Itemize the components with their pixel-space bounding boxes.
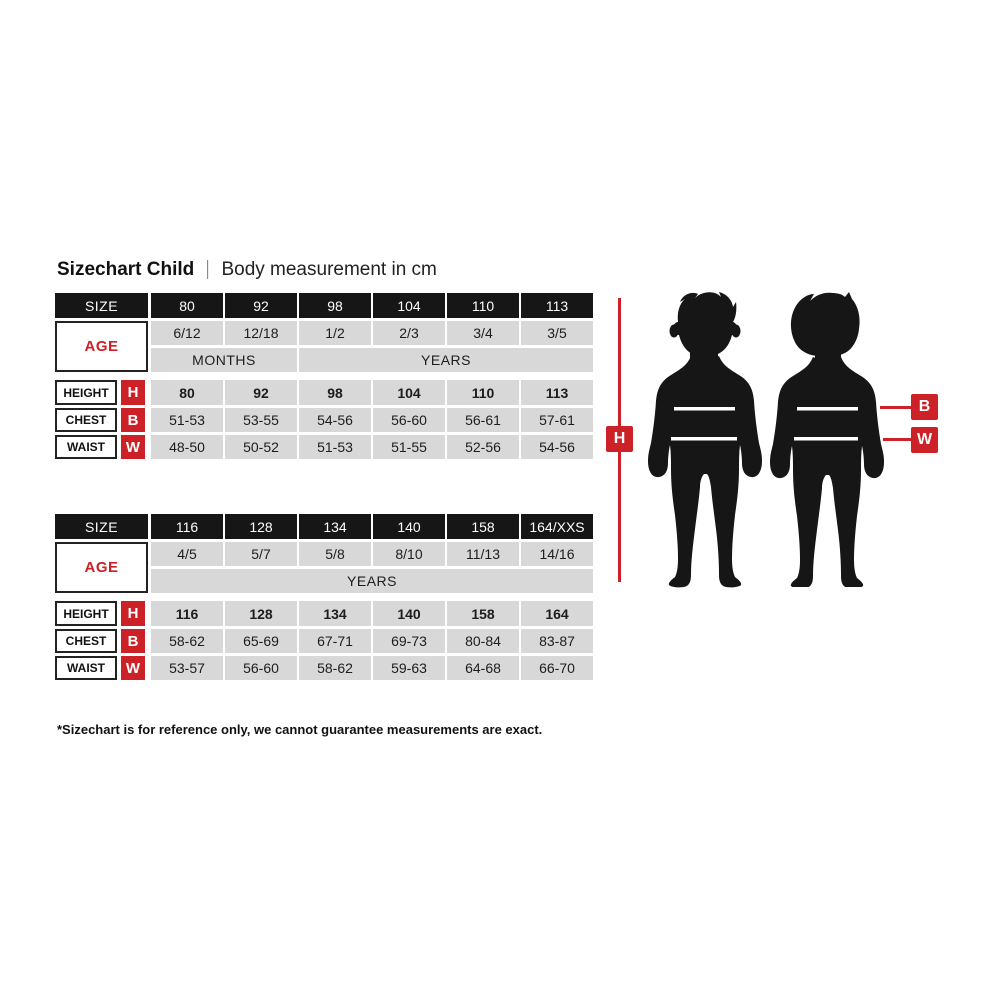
table-cell: 113 [521,380,593,405]
sizechart-table-small [55,293,593,459]
size-header-label: SIZE [55,514,148,539]
table-cell: 128 [225,514,297,539]
unit-months: MONTHS [151,348,297,372]
size-header-label: SIZE [55,293,148,318]
table-cell: 59-63 [373,656,445,680]
sizechart-table-large [55,514,593,680]
table-cell: 110 [447,293,519,318]
unit-years: YEARS [151,569,593,593]
table-cell: 140 [373,601,445,626]
table-cell: 158 [447,601,519,626]
waist-badge: W [121,656,145,680]
waist-values-row [151,656,593,680]
height-row-label: HEIGHT [55,380,117,405]
table-cell: 50-52 [225,435,297,459]
figure-chest-badge: B [911,394,938,420]
table-cell: 110 [447,380,519,405]
waist-measure-line [883,438,912,441]
table-cell: 14/16 [521,542,593,566]
table-cell: 8/10 [373,542,445,566]
chest-row-label: CHEST [55,408,117,432]
table-cell: 56-60 [373,408,445,432]
table-cell: 51-53 [151,408,223,432]
table-cell: 48-50 [151,435,223,459]
size-header-row [151,293,593,318]
age-units-row [151,569,593,593]
table-cell: 134 [299,514,371,539]
table-cell: 113 [521,293,593,318]
title-subtitle: Body measurement in cm [221,258,437,280]
table-cell: 67-71 [299,629,371,653]
height-values-row [151,601,593,626]
boy-waist-line [671,437,737,441]
chest-badge: B [121,629,145,653]
table-cell: 12/18 [225,321,297,345]
table-cell: 64-68 [447,656,519,680]
table-cell: 53-57 [151,656,223,680]
table-cell: 54-56 [521,435,593,459]
table-cell: 128 [225,601,297,626]
age-values-row [151,542,593,566]
waist-row-label: WAIST [55,656,117,680]
table-cell: 6/12 [151,321,223,345]
table-cell: 56-60 [225,656,297,680]
table-cell: 80 [151,380,223,405]
table-cell: 2/3 [373,321,445,345]
table-cell: 92 [225,293,297,318]
table-cell: 116 [151,601,223,626]
table-cell: 54-56 [299,408,371,432]
figure-waist-badge: W [911,427,938,453]
height-badge: H [121,601,145,626]
table-cell: 80 [151,293,223,318]
boy-chest-line [674,407,735,411]
table-cell: 92 [225,380,297,405]
table-cell: 58-62 [299,656,371,680]
table-cell: 134 [299,601,371,626]
table-cell: 116 [151,514,223,539]
table-cell: 52-56 [447,435,519,459]
table-cell: 51-55 [373,435,445,459]
table-cell: 56-61 [447,408,519,432]
age-units-row [151,348,593,372]
table-cell: 164/XXS [521,514,593,539]
table-cell: 83-87 [521,629,593,653]
table-cell: 51-53 [299,435,371,459]
page-title [57,258,437,281]
table-cell: 5/7 [225,542,297,566]
table-cell: 80-84 [447,629,519,653]
table-cell: 104 [373,293,445,318]
waist-badge: W [121,435,145,459]
table-cell: 4/5 [151,542,223,566]
table-cell: 98 [299,293,371,318]
table-cell: 53-55 [225,408,297,432]
figure-height-badge: H [606,426,633,452]
waist-values-row [151,435,593,459]
chest-values-row [151,408,593,432]
table-cell: 57-61 [521,408,593,432]
age-label: AGE [55,321,148,372]
girl-waist-line [794,437,858,441]
table-cell: 140 [373,514,445,539]
chest-badge: B [121,408,145,432]
chest-row-label: CHEST [55,629,117,653]
height-values-row [151,380,593,405]
table-cell: 3/4 [447,321,519,345]
table-cell: 104 [373,380,445,405]
table-cell: 58-62 [151,629,223,653]
girl-chest-line [797,407,858,411]
footnote: *Sizechart is for reference only, we cannot guarantee measurements are exact. [57,722,543,737]
table-cell: 1/2 [299,321,371,345]
table-cell: 158 [447,514,519,539]
size-header-row [151,514,593,539]
waist-row-label: WAIST [55,435,117,459]
table-cell: 5/8 [299,542,371,566]
table-cell: 66-70 [521,656,593,680]
table-cell: 3/5 [521,321,593,345]
table-cell: 164 [521,601,593,626]
height-row-label: HEIGHT [55,601,117,626]
table-cell: 69-73 [373,629,445,653]
chest-measure-line [880,406,912,409]
girl-silhouette [770,291,884,587]
title-product: Sizechart Child [57,258,195,280]
title-separator: | [206,258,210,280]
chest-values-row [151,629,593,653]
age-label: AGE [55,542,148,593]
table-cell: 11/13 [447,542,519,566]
table-cell: 65-69 [225,629,297,653]
age-values-row [151,321,593,345]
table-cell: 98 [299,380,371,405]
unit-years: YEARS [299,348,593,372]
boy-silhouette [648,290,762,588]
height-badge: H [121,380,145,405]
